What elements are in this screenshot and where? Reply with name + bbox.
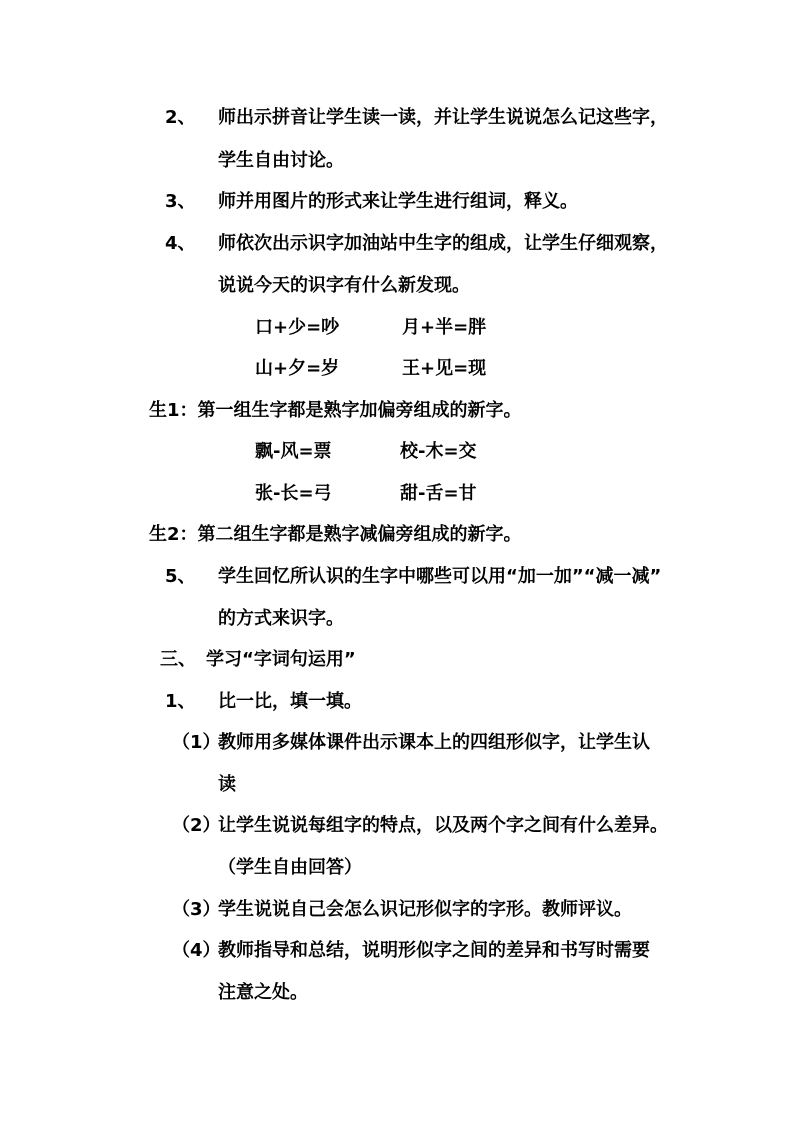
item-3-number: 3、 (165, 191, 196, 212)
equation-1c: 山+夕=岁 (255, 358, 340, 379)
sub-item-4-line-1: 教师指导和总结，说明形似字之间的差异和书写时需要 (218, 940, 650, 961)
sub-item-1-number: （1） (172, 732, 221, 753)
sub-item-3-number: （3） (172, 899, 221, 920)
section-3-number: 三、 (160, 649, 196, 670)
equation-2b: 校-木=交 (400, 441, 477, 462)
student-1-answer: 生1：第一组生字都是熟字加偏旁组成的新字。 (149, 400, 522, 421)
item-2-number: 2、 (165, 107, 196, 128)
equation-1d: 王+见=现 (402, 358, 487, 379)
section-3-title: 学习“字词句运用” (206, 649, 356, 670)
sub-item-4-line-2: 注意之处。 (218, 982, 308, 1003)
equation-1a: 口+少=吵 (255, 317, 340, 338)
item-4-line-1: 师依次出示识字加油站中生字的组成，让学生仔细观察， (218, 233, 668, 254)
sub-item-2-number: （2） (172, 815, 221, 836)
equation-2a: 飘-风=票 (255, 441, 332, 462)
item-3-line-1: 师并用图片的形式来让学生进行组词，释义。 (218, 191, 578, 212)
item-2-line-1: 师出示拼音让学生读一读，并让学生说说怎么记这些字， (218, 107, 668, 128)
item-5-line-2: 的方式来识字。 (218, 608, 344, 629)
sub-item-3-line-1: 学生说说自己会怎么识记形似字的字形。教师评议。 (218, 899, 632, 920)
sub-item-1-line-2: 读 (218, 774, 236, 795)
sub-item-2-line-1: 让学生说说每组字的特点，以及两个字之间有什么差异。 (218, 815, 668, 836)
section-3-item-1-number: 1、 (165, 691, 196, 712)
item-5-number: 5、 (165, 566, 196, 587)
equation-2d: 甜-舌=甘 (400, 483, 477, 504)
sub-item-4-number: （4） (172, 940, 221, 961)
sub-item-1-line-1: 教师用多媒体课件出示课本上的四组形似字，让学生认 (218, 732, 650, 753)
equation-2c: 张-长=弓 (255, 483, 332, 504)
section-3-item-1-text: 比一比，填一填。 (218, 691, 362, 712)
item-4-line-2: 说说今天的识字有什么新发现。 (218, 275, 470, 296)
item-5-line-1: 学生回忆所认识的生字中哪些可以用“加一加”“减一减” (218, 566, 662, 587)
item-2-line-2: 学生自由讨论。 (218, 150, 344, 171)
equation-1b: 月+半=胖 (402, 317, 487, 338)
item-4-number: 4、 (165, 233, 196, 254)
student-2-answer: 生2：第二组生字都是熟字减偏旁组成的新字。 (149, 524, 522, 545)
sub-item-2-line-2: （学生自由回答） (218, 857, 362, 878)
